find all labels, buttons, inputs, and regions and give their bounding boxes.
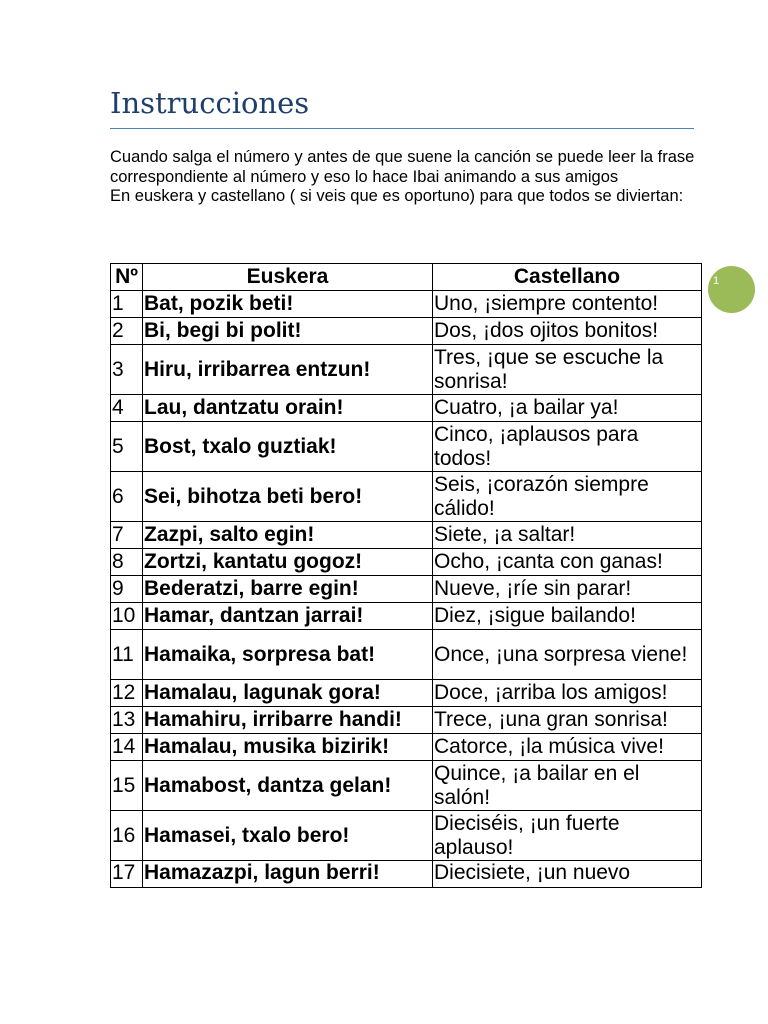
row-castellano: Doce, ¡arriba los amigos! [433, 680, 702, 707]
table-row [111, 345, 702, 395]
row-number: 13 [111, 707, 143, 734]
row-number: 4 [111, 395, 143, 422]
table-row [111, 576, 702, 603]
table-row [111, 707, 702, 734]
row-euskera: Hamabost, dantza gelan! [143, 761, 433, 811]
table-row [111, 291, 702, 318]
phrases-table [110, 263, 702, 888]
page-number-badge [708, 266, 755, 313]
row-euskera: Hamalau, lagunak gora! [143, 680, 433, 707]
row-number: 12 [111, 680, 143, 707]
row-euskera: Bi, begi bi polit! [143, 318, 433, 345]
header-euskera: Euskera [143, 264, 433, 291]
row-euskera: Bat, pozik beti! [143, 291, 433, 318]
row-number: 16 [111, 811, 143, 861]
table-row [111, 318, 702, 345]
table-row [111, 395, 702, 422]
row-euskera: Bederatzi, barre egin! [143, 576, 433, 603]
page-title: Instrucciones [110, 86, 310, 120]
row-euskera: Hamazazpi, lagun berri! [143, 861, 433, 888]
row-castellano: Cinco, ¡aplausos para todos! [433, 422, 702, 472]
header-number: Nº [111, 264, 143, 291]
row-castellano: Diecisiete, ¡un nuevo [433, 861, 702, 888]
table-row [111, 422, 702, 472]
table-row [111, 811, 702, 861]
row-castellano: Quince, ¡a bailar en el salón! [433, 761, 702, 811]
row-castellano: Seis, ¡corazón siempre cálido! [433, 472, 702, 522]
row-castellano: Ocho, ¡canta con ganas! [433, 549, 702, 576]
row-castellano: Tres, ¡que se escuche la sonrisa! [433, 345, 702, 395]
title-divider [110, 128, 694, 129]
row-euskera: Zortzi, kantatu gogoz! [143, 549, 433, 576]
row-castellano: Catorce, ¡la música vive! [433, 734, 702, 761]
row-euskera: Hiru, irribarrea entzun! [143, 345, 433, 395]
row-euskera: Hamar, dantzan jarrai! [143, 603, 433, 630]
row-euskera: Sei, bihotza beti bero! [143, 472, 433, 522]
row-euskera: Hamasei, txalo bero! [143, 811, 433, 861]
row-castellano: Trece, ¡una gran sonrisa! [433, 707, 702, 734]
row-number: 17 [111, 861, 143, 888]
page-number: 1 [713, 275, 720, 287]
table-row [111, 680, 702, 707]
row-euskera: Hamahiru, irribarre handi! [143, 707, 433, 734]
row-number: 11 [111, 630, 143, 680]
row-number: 3 [111, 345, 143, 395]
row-number: 2 [111, 318, 143, 345]
intro-paragraph-1: Cuando salga el número y antes de que suene la canción se puede leer la frase correspondiente al número y eso lo hace Ibai animando a sus amigos [110, 148, 695, 186]
table-row [111, 734, 702, 761]
row-number: 15 [111, 761, 143, 811]
table-row [111, 630, 702, 680]
row-euskera: Bost, txalo guztiak! [143, 422, 433, 472]
row-euskera: Hamaika, sorpresa bat! [143, 630, 433, 680]
header-castellano: Castellano [433, 264, 702, 291]
row-number: 1 [111, 291, 143, 318]
row-number: 14 [111, 734, 143, 761]
row-castellano: Uno, ¡siempre contento! [433, 291, 702, 318]
table-row [111, 761, 702, 811]
table-header-row [111, 264, 702, 291]
row-castellano: Once, ¡una sorpresa viene! [433, 630, 702, 680]
row-euskera: Lau, dantzatu orain! [143, 395, 433, 422]
table-row [111, 603, 702, 630]
row-number: 7 [111, 522, 143, 549]
intro-paragraph-2: En euskera y castellano ( si veis que es oportuno) para que todos se diviertan: [110, 187, 684, 205]
table-row [111, 549, 702, 576]
row-number: 6 [111, 472, 143, 522]
row-castellano: Dieciséis, ¡un fuerte aplauso! [433, 811, 702, 861]
intro-text [110, 148, 700, 207]
table-row [111, 522, 702, 549]
row-number: 10 [111, 603, 143, 630]
row-castellano: Nueve, ¡ríe sin parar! [433, 576, 702, 603]
row-castellano: Cuatro, ¡a bailar ya! [433, 395, 702, 422]
row-number: 5 [111, 422, 143, 472]
row-euskera: Zazpi, salto egin! [143, 522, 433, 549]
row-castellano: Dos, ¡dos ojitos bonitos! [433, 318, 702, 345]
row-castellano: Siete, ¡a saltar! [433, 522, 702, 549]
row-castellano: Diez, ¡sigue bailando! [433, 603, 702, 630]
row-number: 9 [111, 576, 143, 603]
table-row [111, 472, 702, 522]
table-row [111, 861, 702, 888]
row-number: 8 [111, 549, 143, 576]
row-euskera: Hamalau, musika bizirik! [143, 734, 433, 761]
